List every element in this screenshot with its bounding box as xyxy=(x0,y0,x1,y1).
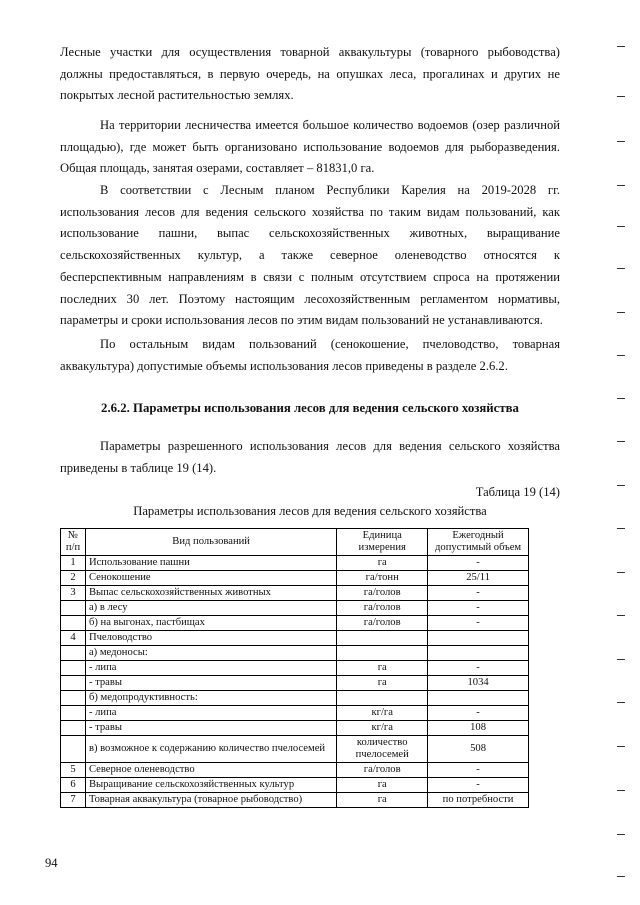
cell-unit: кг/га xyxy=(337,706,428,721)
cell-type: Сенокошение xyxy=(85,571,336,586)
table-row xyxy=(61,721,529,736)
cell-volume: - xyxy=(428,586,529,601)
cell-type: Использование пашни xyxy=(85,556,336,571)
cell-volume: 508 xyxy=(428,736,529,763)
margin-tick xyxy=(617,441,625,442)
margin-tick xyxy=(617,746,625,747)
cell-num xyxy=(61,616,86,631)
cell-type: Товарная аквакультура (товарное рыбоводство) xyxy=(85,793,336,808)
margin-tick xyxy=(617,398,625,399)
table-row xyxy=(61,616,529,631)
margin-tick xyxy=(617,702,625,703)
margin-tick xyxy=(617,834,625,835)
margin-tick xyxy=(617,876,625,877)
cell-type: б) медопродуктивность: xyxy=(85,691,336,706)
cell-unit: га xyxy=(337,676,428,691)
margin-tick xyxy=(617,141,625,142)
cell-type: Выращивание сельскохозяйственных культур xyxy=(85,778,336,793)
cell-unit xyxy=(337,646,428,661)
cell-volume: - xyxy=(428,763,529,778)
cell-unit: га xyxy=(337,793,428,808)
table-row xyxy=(61,631,529,646)
cell-unit: кг/га xyxy=(337,721,428,736)
margin-tick xyxy=(617,790,625,791)
cell-volume: 25/11 xyxy=(428,571,529,586)
cell-unit: га xyxy=(337,778,428,793)
cell-unit: га/тонн xyxy=(337,571,428,586)
table-row xyxy=(61,676,529,691)
margin-tick xyxy=(617,312,625,313)
table-row xyxy=(61,586,529,601)
table-row xyxy=(61,763,529,778)
cell-num: 7 xyxy=(61,793,86,808)
cell-volume xyxy=(428,646,529,661)
table-row xyxy=(61,601,529,616)
cell-num: 6 xyxy=(61,778,86,793)
cell-num xyxy=(61,676,86,691)
cell-type: в) возможное к содержанию количество пчелосемей xyxy=(85,736,336,763)
margin-tick xyxy=(617,615,625,616)
margin-tick xyxy=(617,46,625,47)
cell-volume: - xyxy=(428,616,529,631)
cell-type: Выпас сельскохозяйственных животных xyxy=(85,586,336,601)
margin-tick xyxy=(617,268,625,269)
paragraph-other-uses: По остальным видам пользований (сенокошение, пчеловодство, товарная аквакультура) допустимые объемы использования лесов приведены в разделе 2.6.2. xyxy=(60,337,560,373)
cell-type: а) медоносы: xyxy=(85,646,336,661)
cell-unit xyxy=(337,631,428,646)
header-unit: Единица измерения xyxy=(337,529,428,556)
cell-unit: га/голов xyxy=(337,586,428,601)
table-row xyxy=(61,778,529,793)
cell-type: Пчеловодство xyxy=(85,631,336,646)
cell-num xyxy=(61,691,86,706)
cell-num: 3 xyxy=(61,586,86,601)
cell-type: - травы xyxy=(85,721,336,736)
cell-type: - липа xyxy=(85,706,336,721)
cell-volume: 1034 xyxy=(428,676,529,691)
cell-num: 4 xyxy=(61,631,86,646)
margin-tick xyxy=(617,226,625,227)
cell-volume: - xyxy=(428,556,529,571)
table-row xyxy=(61,661,529,676)
cell-volume: - xyxy=(428,778,529,793)
cell-num xyxy=(61,721,86,736)
cell-volume xyxy=(428,691,529,706)
cell-volume: - xyxy=(428,661,529,676)
cell-type: Северное оленеводство xyxy=(85,763,336,778)
cell-num: 5 xyxy=(61,763,86,778)
table-row xyxy=(61,706,529,721)
page-number: 94 xyxy=(45,856,58,870)
paragraph-aquaculture-plots: Лесные участки для осуществления товарной аквакультуры (товарного рыбоводства) должны предоставляться, в первую очередь, на опушках леса, прогалинах и других не покрытых лесной растительностью землях. xyxy=(60,45,560,103)
paragraph-water-bodies: На территории лесничества имеется большое количество водоемов (озер различной площадью), где может быть организовано использование водоемов для рыборазведения. Общая площадь, занятая озерами, составляет – 81831,0 га. xyxy=(60,118,560,176)
margin-tick xyxy=(617,485,625,486)
margin-tick xyxy=(617,96,625,97)
table-number: Таблица 19 (14) xyxy=(475,485,560,499)
cell-num: 2 xyxy=(61,571,86,586)
cell-volume: - xyxy=(428,601,529,616)
cell-num: 1 xyxy=(61,556,86,571)
margin-tick xyxy=(617,528,625,529)
cell-unit: га/голов xyxy=(337,763,428,778)
cell-num xyxy=(61,646,86,661)
margin-tick xyxy=(617,572,625,573)
cell-num xyxy=(61,661,86,676)
cell-volume: по потребности xyxy=(428,793,529,808)
paragraph-table-intro: Параметры разрешенного использования лесов для ведения сельского хозяйства приведены в таблице 19 (14). xyxy=(60,439,560,475)
cell-volume: 108 xyxy=(428,721,529,736)
table-row xyxy=(61,691,529,706)
table-title: Параметры использования лесов для ведения сельского хозяйства xyxy=(133,504,487,518)
header-type: Вид пользований xyxy=(85,529,336,556)
paragraph-forest-plan: В соответствии с Лесным планом Республики Карелия на 2019-2028 гг. использования лесов для ведения сельского хозяйства по таким видам пользований, как использование пашни, выпас сельскохозяйственных животных, выращивание сельскохозяйственных культур, а также северное оленеводство относятся к бесперспективным направлениям в связи с полным отсутствием спроса на протяжении последних 30 лет. Поэтому настоящим лесохозяйственным регламентом нормативы, параметры и сроки использования лесов по этим видам пользований не устанавливаются. xyxy=(60,183,560,328)
header-volume: Ежегодный допустимый объем xyxy=(428,529,529,556)
header-num: № п/п xyxy=(61,529,86,556)
table-row xyxy=(61,793,529,808)
cell-unit xyxy=(337,691,428,706)
margin-tick xyxy=(617,659,625,660)
cell-unit: га xyxy=(337,556,428,571)
margin-tick xyxy=(617,355,625,356)
margin-tick xyxy=(617,185,625,186)
cell-type: б) на выгонах, пастбищах xyxy=(85,616,336,631)
cell-unit: га/голов xyxy=(337,601,428,616)
section-heading: 2.6.2. Параметры использования лесов для ведения сельского хозяйства xyxy=(101,401,519,415)
cell-type: - травы xyxy=(85,676,336,691)
cell-volume xyxy=(428,631,529,646)
cell-unit: га/голов xyxy=(337,616,428,631)
table-row xyxy=(61,646,529,661)
cell-num xyxy=(61,601,86,616)
parameters-table xyxy=(60,528,529,808)
table-row xyxy=(61,736,529,763)
cell-unit: количество пчелосемей xyxy=(337,736,428,763)
cell-type: а) в лесу xyxy=(85,601,336,616)
table-header-row xyxy=(61,529,529,556)
table-row xyxy=(61,571,529,586)
cell-type: - липа xyxy=(85,661,336,676)
cell-volume: - xyxy=(428,706,529,721)
cell-num xyxy=(61,736,86,763)
table-row xyxy=(61,556,529,571)
cell-unit: га xyxy=(337,661,428,676)
cell-num xyxy=(61,706,86,721)
